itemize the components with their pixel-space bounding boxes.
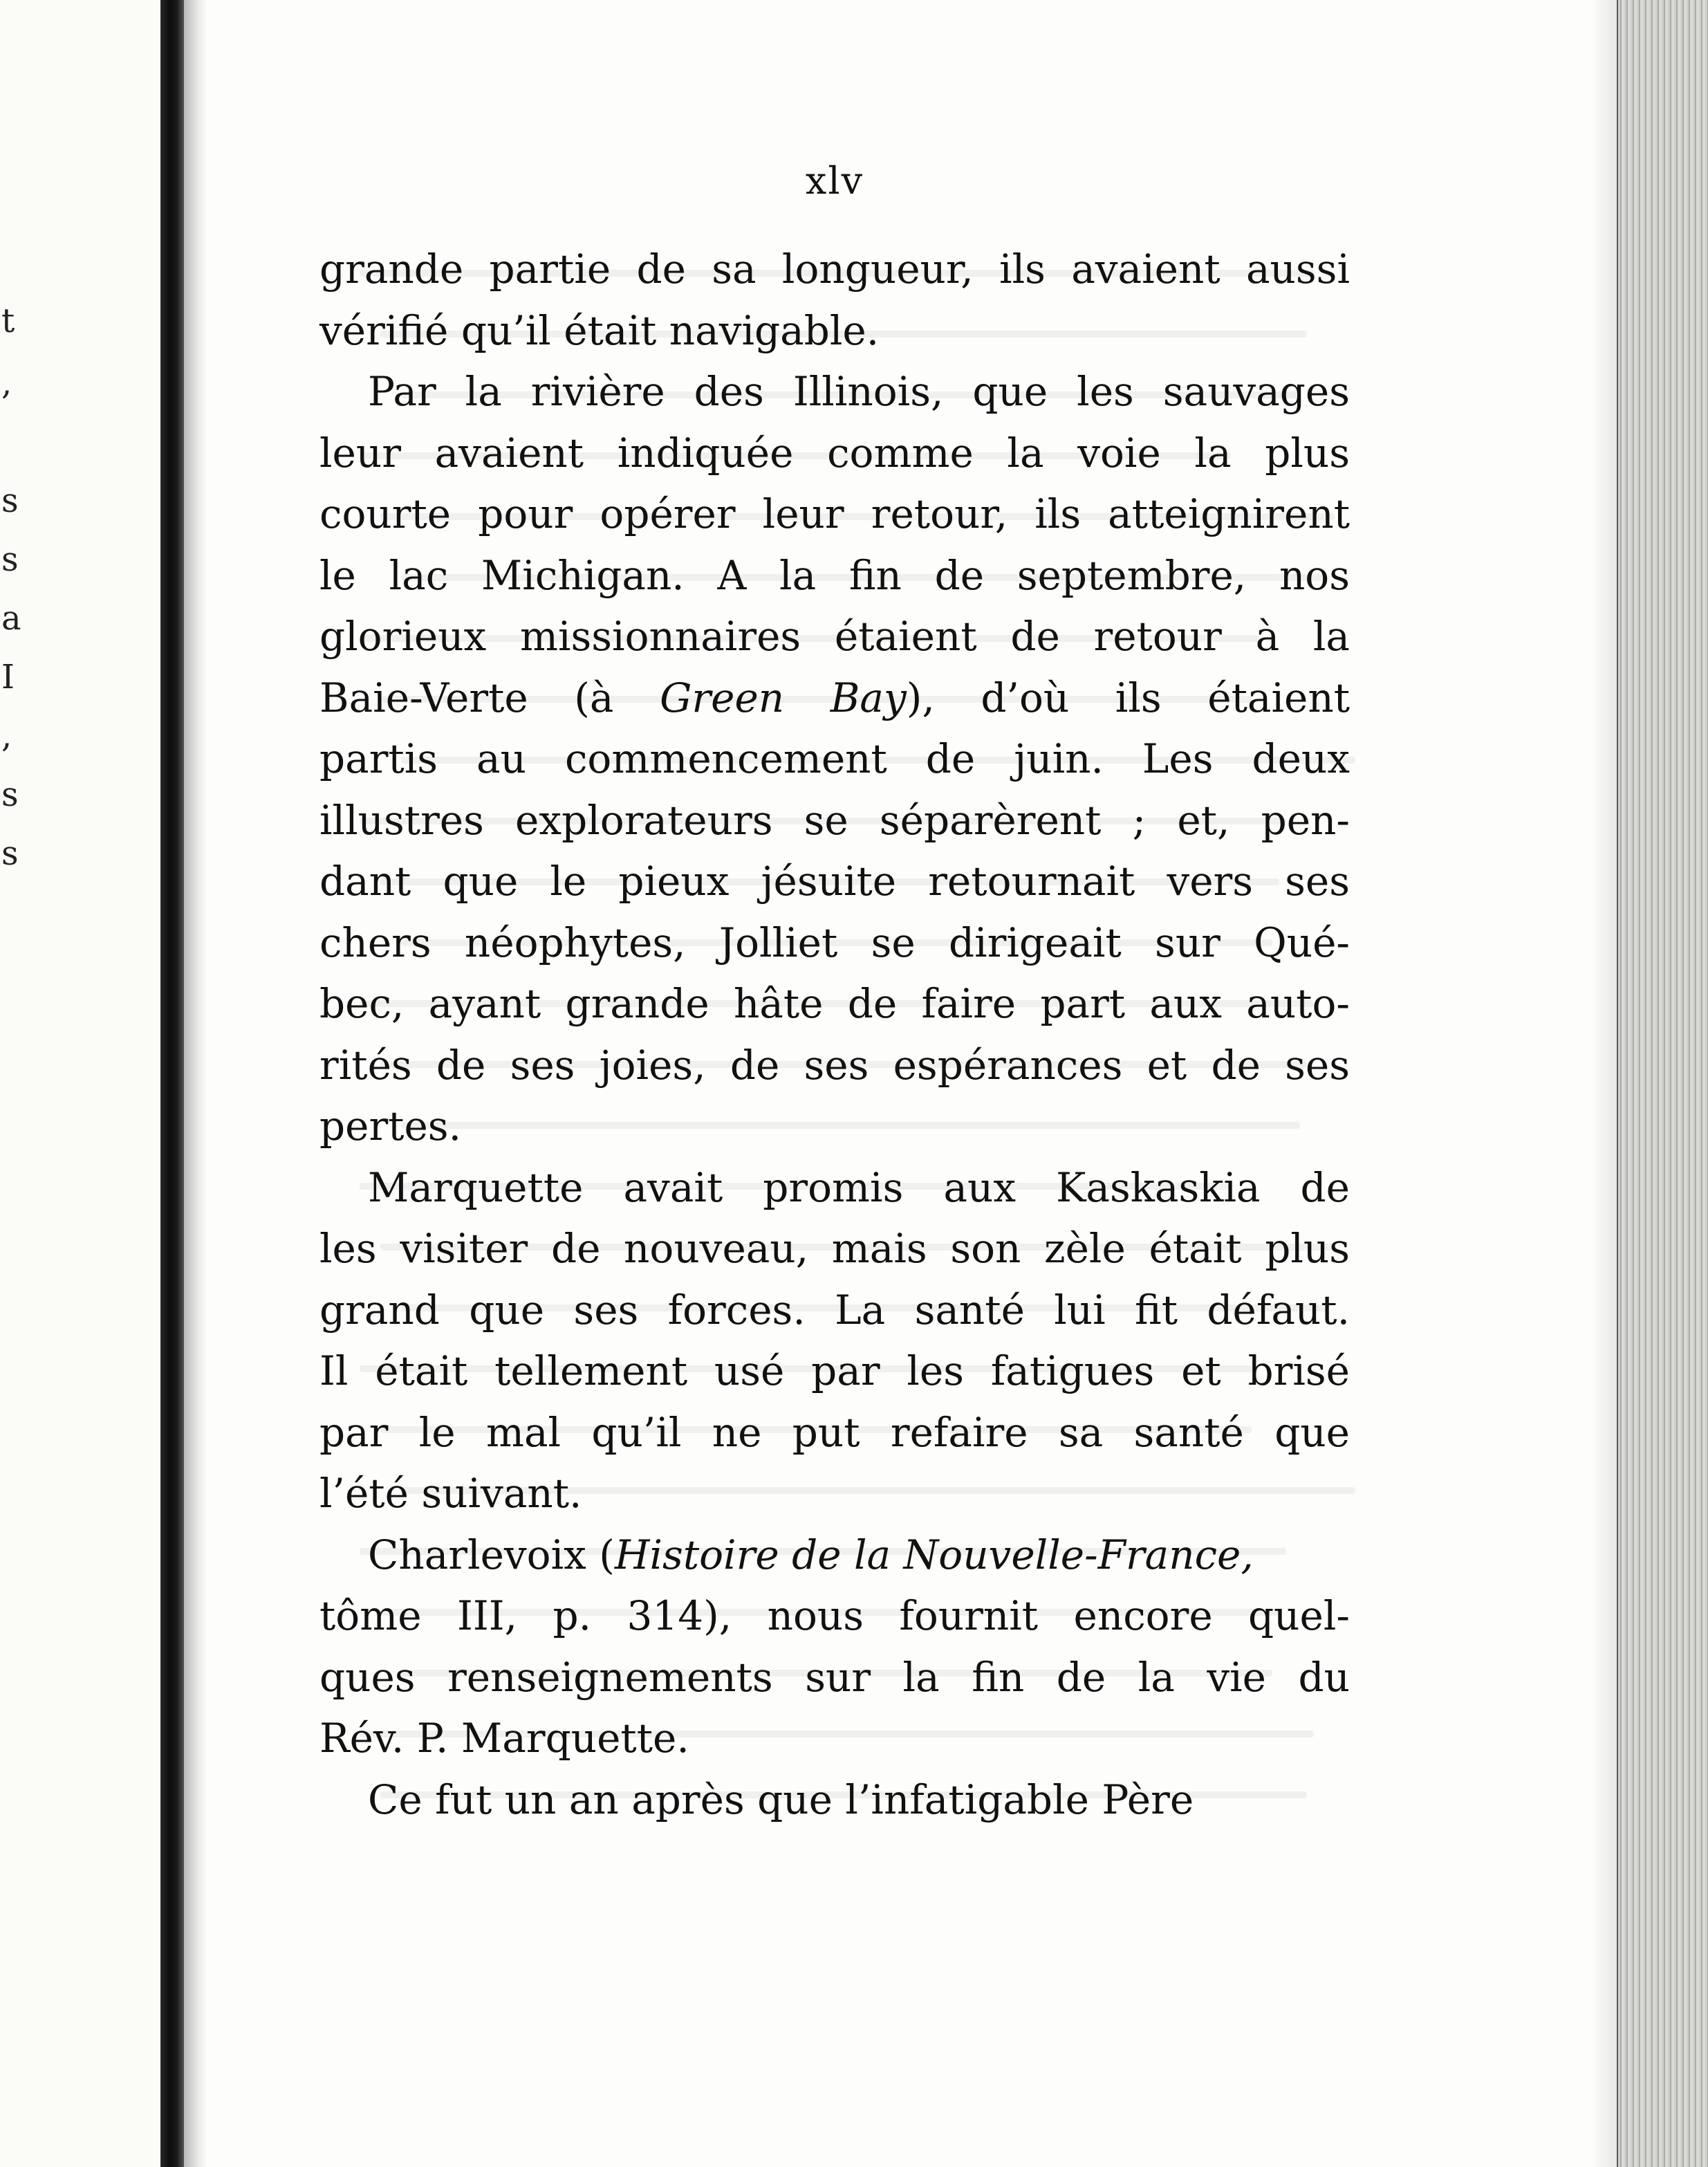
left-page-fragment: s xyxy=(1,775,19,814)
left-page-edge xyxy=(0,0,160,2167)
page-edge-shadow xyxy=(1590,0,1618,2167)
text-run: ), d’où ils étaient xyxy=(906,674,1350,721)
text-line: Il était tellement usé par les fatigues et brisé xyxy=(319,1347,1350,1394)
text-line: Marquette avait promis aux Kaskaskia de xyxy=(368,1163,1350,1211)
text-line: vérifié qu’il était navigable. xyxy=(319,306,880,354)
text-line: l’été suivant. xyxy=(319,1470,582,1517)
text-line: Rév. P. Marquette. xyxy=(319,1715,689,1762)
left-page-fragment: s xyxy=(1,540,19,579)
text-run: Charlevoix ( xyxy=(368,1531,615,1578)
text-line: Par la rivière des Illinois, que les sauvages xyxy=(368,368,1350,415)
text-line: tôme III, p. 314), nous fournit encore quel- xyxy=(319,1592,1350,1639)
left-page-fragment: a xyxy=(1,599,21,638)
left-page-fragment: s xyxy=(1,481,19,520)
text-line: partis au commencement de juin. Les deux xyxy=(319,735,1350,782)
page-number: xlv xyxy=(805,159,864,203)
left-page-fragment: , xyxy=(1,717,12,755)
text-line: Ce fut un an après que l’infatigable Père xyxy=(368,1776,1194,1823)
text-line: pertes. xyxy=(319,1103,462,1150)
text-line xyxy=(319,674,1350,721)
text-line: courte pour opérer leur retour, ils atteignirent xyxy=(319,490,1350,537)
text-line: leur avaient indiquée comme la voie la plus xyxy=(319,429,1350,477)
text-line xyxy=(319,1531,1350,1578)
italic-title: Histoire de la Nouvelle-France, xyxy=(614,1531,1254,1578)
text-run: Baie-Verte (à xyxy=(319,674,660,721)
left-page-fragment: t xyxy=(1,302,15,340)
gutter-shadow xyxy=(184,0,207,2167)
text-line: par le mal qu’il ne put refaire sa santé que xyxy=(319,1408,1350,1456)
text-line: les visiter de nouveau, mais son zèle était plus xyxy=(319,1225,1350,1272)
left-page-fragment: , xyxy=(1,364,12,403)
text-line: bec, ayant grande hâte de faire part aux auto- xyxy=(319,980,1350,1027)
text-line: chers néophytes, Jolliet se dirigeait sur Qué- xyxy=(319,919,1350,966)
text-line: glorieux missionnaires étaient de retour à la xyxy=(319,613,1350,660)
text-line: grand que ses forces. La santé lui fit défaut. xyxy=(319,1286,1350,1334)
text-line: le lac Michigan. A la fin de septembre, nos xyxy=(319,551,1350,599)
text-line: rités de ses joies, de ses espérances et de ses xyxy=(319,1041,1350,1089)
text-line: dant que le pieux jésuite retournait vers ses xyxy=(319,858,1350,905)
left-page-fragment: s xyxy=(1,834,19,873)
page-stack-edge xyxy=(1618,0,1708,2167)
left-page-fragment: I xyxy=(1,658,15,697)
text-line: ques renseignements sur la fin de la vie du xyxy=(319,1653,1350,1701)
italic-title: Green Bay xyxy=(660,674,907,721)
text-line: illustres explorateurs se séparèrent ; et, pen- xyxy=(319,796,1350,844)
text-line: grande partie de sa longueur, ils avaient aussi xyxy=(319,246,1350,293)
book-gutter xyxy=(160,0,184,2167)
